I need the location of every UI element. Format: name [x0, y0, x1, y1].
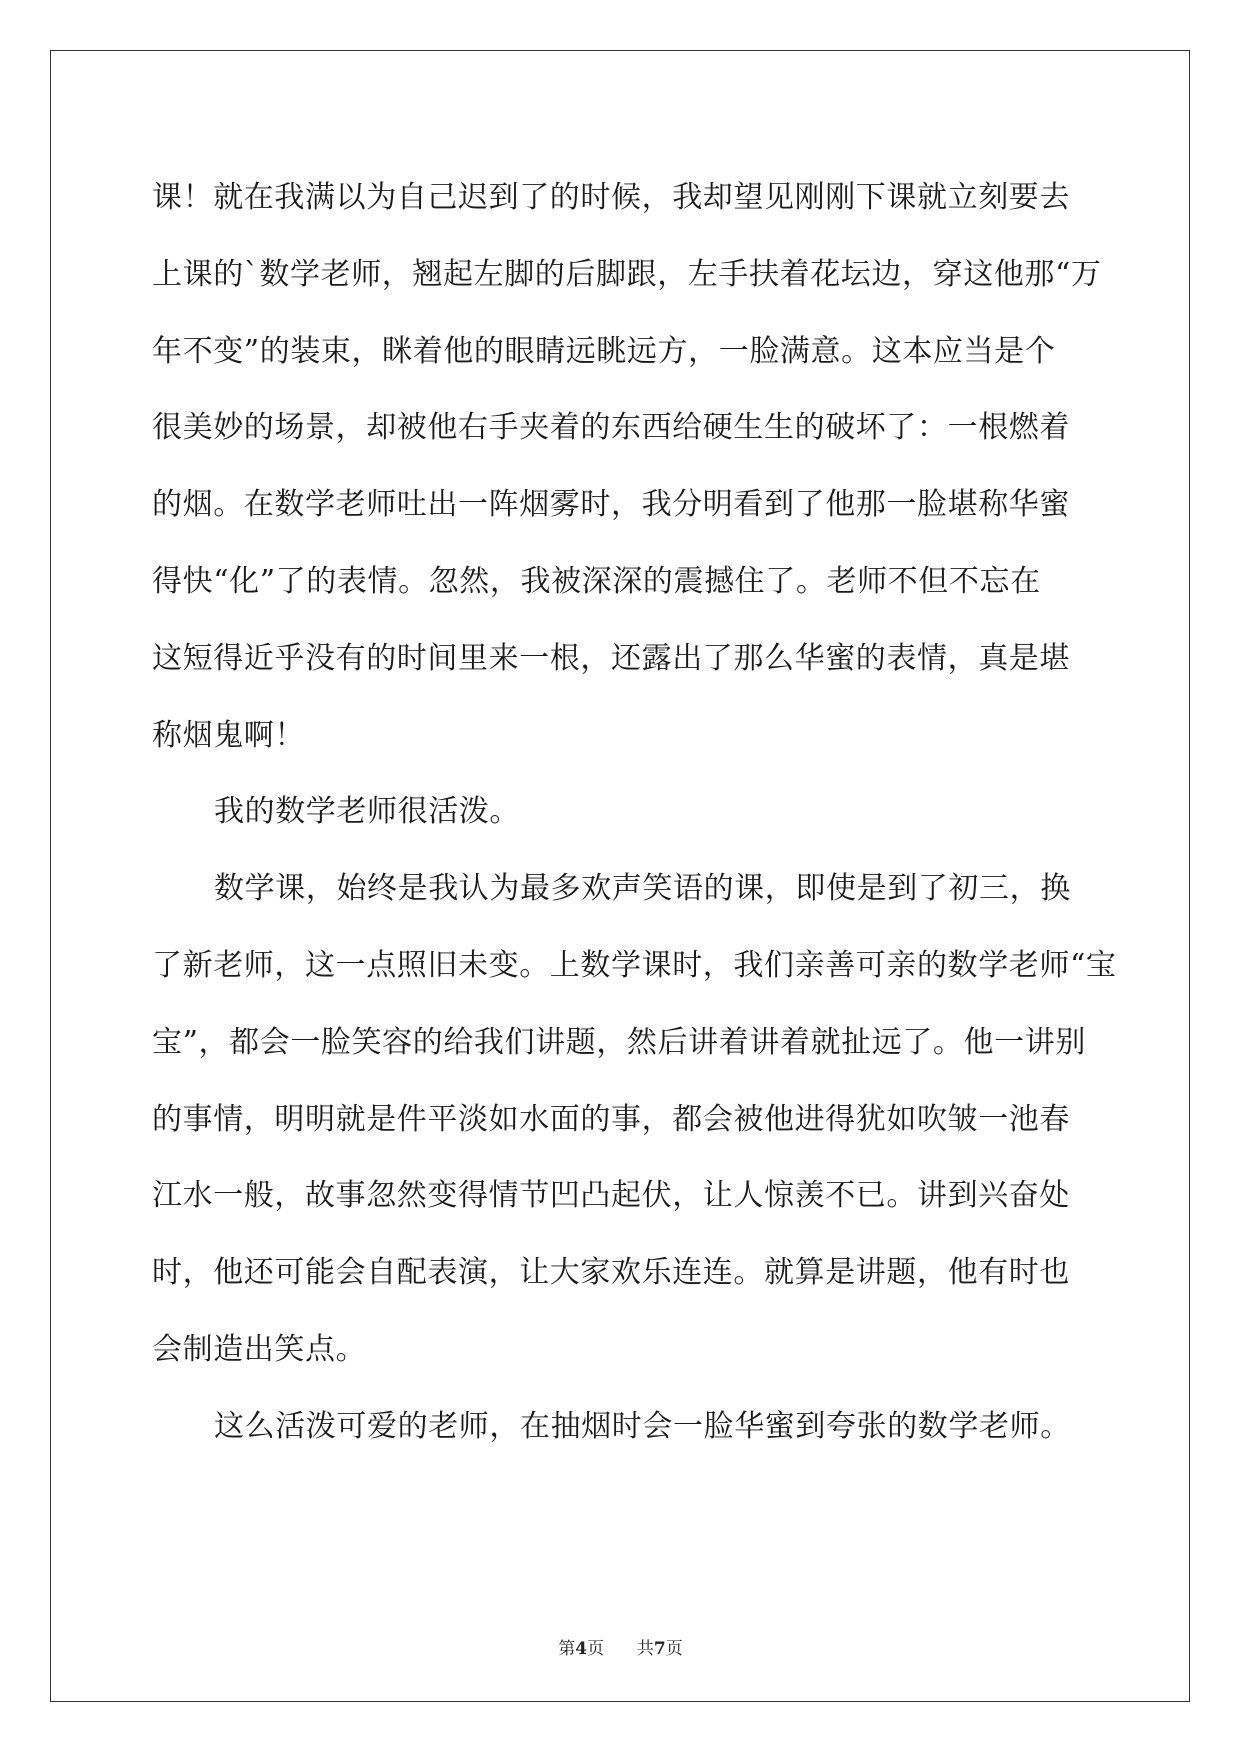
text-line: 会制造出笑点。	[152, 1331, 367, 1367]
text-line: 数学课，始终是我认为最多欢声笑语的课，即使是到了初三，换	[214, 871, 1071, 907]
text-line: 了新老师，这一点照旧未变。上数学课时，我们亲善可亲的数学老师“宝	[152, 947, 1117, 983]
text-line: 这么活泼可爱的老师，在抽烟时会一脸华蜜到夸张的数学老师。	[214, 1408, 1071, 1444]
text-line: 得快“化”了的表情。忽然，我被深深的震撼住了。老师不但不忘在	[152, 563, 1041, 599]
page-total: 7	[653, 1639, 666, 1659]
text-line: 称烟鬼啊！	[152, 717, 305, 753]
total-prefix: 共	[636, 1639, 654, 1659]
page-current: 4	[575, 1639, 588, 1659]
text-line: 课！就在我满以为自己迟到了的时候，我却望见刚刚下课就立刻要去	[152, 180, 1070, 215]
page-footer	[0, 1634, 1241, 1659]
document-body	[152, 160, 1117, 1466]
text-line: 年不变”的装束，眯着他的眼睛远眺远方，一脸满意。这本应当是个	[152, 333, 1056, 369]
total-suffix: 页	[665, 1639, 683, 1659]
text-line: 我的数学老师很活泼。	[214, 794, 520, 830]
page-total-label	[637, 1639, 683, 1659]
page-prefix: 第	[558, 1639, 576, 1659]
text-line: 宝”，都会一脸笑容的给我们讲题，然后讲着讲着就扯远了。他一讲别	[152, 1024, 1086, 1060]
page-number-label	[558, 1639, 609, 1659]
text-line: 时，他还可能会自配表演，让大家欢乐连连。就算是讲题，他有时也	[152, 1255, 1070, 1291]
text-line: 的烟。在数学老师吐出一阵烟雾时，我分明看到了他那一脸堪称华蜜	[152, 487, 1070, 523]
text-line: 这短得近乎没有的时间里来一根，还露出了那么华蜜的表情，真是堪	[152, 640, 1070, 676]
text-line: 很美妙的场景，却被他右手夹着的东西给硬生生的破坏了：一根燃着	[152, 410, 1070, 446]
page-suffix: 页	[587, 1639, 605, 1659]
text-line: 上课的`数学老师，翘起左脚的后脚跟，左手扶着花坛边，穿这他那“万	[152, 256, 1102, 292]
text-line: 江水一般，故事忽然变得情节凹凸起伏，让人惊羡不已。讲到兴奋处	[152, 1178, 1070, 1214]
text-line: 的事情，明明就是件平淡如水面的事，都会被他进得犹如吹皱一池春	[152, 1101, 1070, 1137]
